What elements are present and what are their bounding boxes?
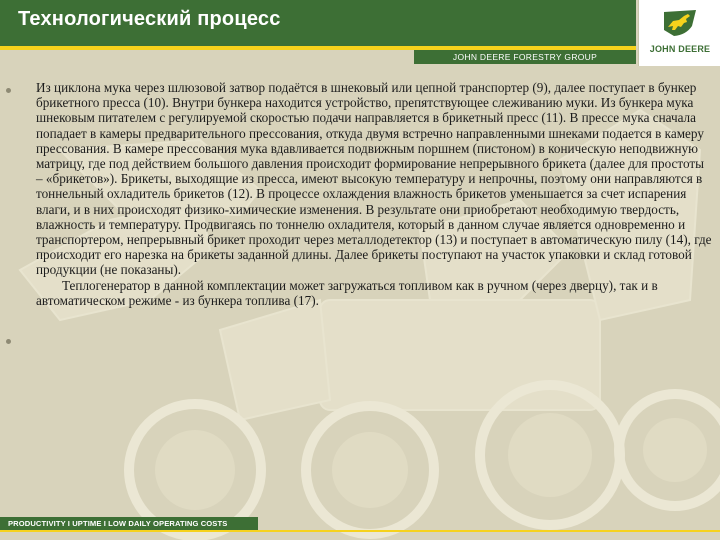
body-text	[36, 80, 712, 308]
footer-accent-line	[0, 530, 720, 532]
header-bar	[0, 0, 636, 47]
bullet-icon	[6, 339, 11, 344]
logo	[638, 0, 720, 66]
deer-logo-icon	[662, 8, 698, 38]
footer-bar	[0, 517, 258, 530]
group-label: JOHN DEERE FORESTRY GROUP	[414, 50, 636, 64]
footer-tagline: PRODUCTIVITY I UPTIME I LOW DAILY OPERATING COSTS	[8, 519, 228, 528]
bullet-icon	[6, 88, 11, 93]
page-title: Технологический процесс	[18, 8, 281, 30]
paragraph: Теплогенератор в данной комплектации может загружаться топливом как в ручном (через дверцу), так и в автоматическом режиме - из бункера топлива (17).	[36, 277, 658, 308]
paragraph: Из циклона мука через шлюзовой затвор подаётся в шнековый или цепной транспортер (9), далее поступает в бункер брикетного пресса (10). Внутри бункера находится устройство, препятствующее слеживанию муки. Из бункера мука шнековым питателем с регулируемой скоростью подачи направляется в брикетный пресс (11). В прессе мука сначала попадает в камеры предварительного прессования, откуда двумя встречно направленными шнеками подается в камеру прессования. В камере прессования мука вдавливается подвижным поршнем (пистоном) в коническую неподвижную матрицу, где под действием большого давления происходит формирование непрерывного брикета (далее для простоты – «брикетов»). Брикеты, выходящие из пресса, имеют высокую температуру и непрочны, поэтому они направляются в тоннельный охладитель брикетов (12). В процессе охлаждения влажность брикетов уменьшается за счет испарения влаги, и в них происходят физико-химические изменения. В результате они приобретают необходимую твердость, влажность и температуру. Продвигаясь по тоннелю охладителя, который в данном случае является одновременно и транспортером, непрерывный брикет проходит через металлодетектор (13) и поступает в автоматическую пилу (14), где происходит его нарезка на брикеты заданной длины. Далее брикеты поступают на участок упаковки и склад готовой продукции (не показаны).	[36, 80, 712, 278]
logo-text: JOHN DEERE	[649, 44, 711, 54]
